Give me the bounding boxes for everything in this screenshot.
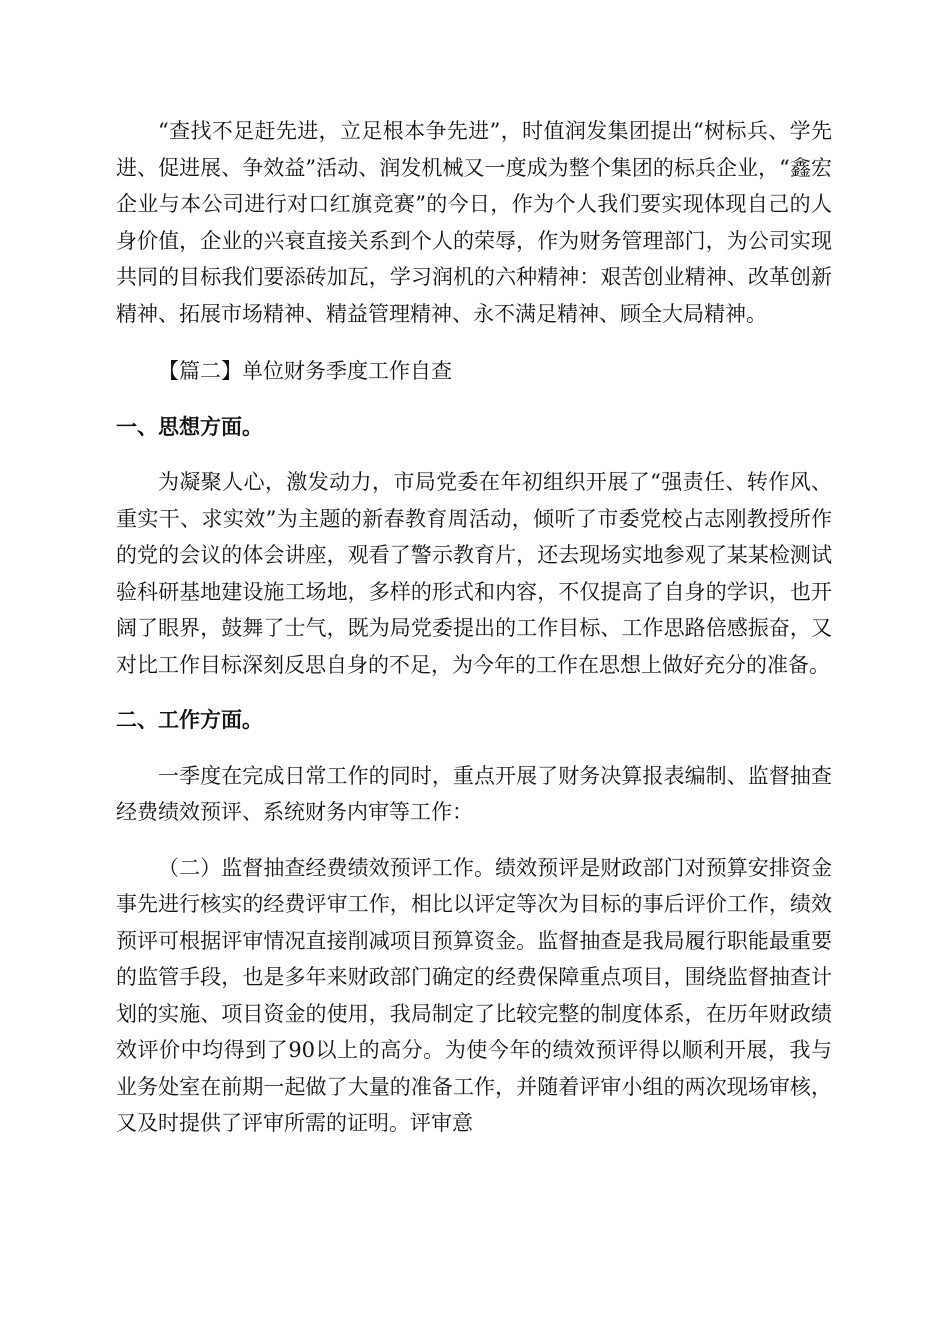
heading-thought: 一、思想方面。 xyxy=(116,413,263,439)
supervision-paragraph: （二）监督抽查经费绩效预评工作。绩效预评是财政部门对预算安排资金事先进行核实的经费评审工作，相比以评定等次为目标的事后评价工作，绩效预评可根据评审情况直接削减项目预算资金。监督抽查是我局履行职能最重要的监管手段，也是多年来财政部门确定的经费保障重点项目，围绕监督抽查计划的实施、项目资金的使用，我局制定了比较完整的制度体系，在历年财政绩效评价中均得到了90以上的高分。为使今年的绩效预评得以顺利开展，我与业务处室在前期一起做了大量的准备工作，并随着评审小组的两次现场审核，又及时提供了评审所需的证明。评审意 xyxy=(116,855,832,1135)
heading-work: 二、工作方面。 xyxy=(116,707,263,732)
spacer xyxy=(116,739,832,758)
spacer xyxy=(116,831,832,850)
spacer xyxy=(116,683,832,702)
spacer xyxy=(116,332,832,353)
spacer xyxy=(116,390,832,409)
document-page xyxy=(116,113,832,1142)
thought-paragraph: 为凝聚人心，激发动力，市局党委在年初组织开展了“强责任、转作风、重实干、求实效”为主题的新春教育周活动，倾听了市委党校占志刚教授所作的党的会议的体会讲座，观看了警示教育片，还去现场实地参观了某某检测试验科研基地建设施工场地，多样的形式和内容，不仅提高了自身的学识，也开阔了眼界，鼓舞了士气，既为局党委提出的工作目标、工作思路倍感振奋，又对比工作目标深刻反思自身的不足，为今年的工作在思想上做好充分的准备。 xyxy=(116,470,832,677)
intro-paragraph: “查找不足赶先进，立足根本争先进”，时值润发集团提出“树标兵、学先进、促进展、争效益”活动、润发机械又一度成为整个集团的标兵企业，“鑫宏企业与本公司进行对口红旗竞赛”的今日，作为个人我们要实现体现自己的人身价值，企业的兴衰直接关系到个人的荣辱，作为财务管理部门，为公司实现共同的目标我们要添砖加瓦，学习润机的六种精神：艰苦创业精神、改革创新精神、拓展市场精神、精益管理精神、永不满足精神、顾全大局精神。 xyxy=(116,119,832,326)
work-intro-paragraph: 一季度在完成日常工作的同时，重点开展了财务决算报表编制、监督抽查经费绩效预评、系统财务内审等工作： xyxy=(116,763,832,824)
spacer xyxy=(116,445,832,464)
section-title: 【篇二】单位财务季度工作自查 xyxy=(158,359,452,383)
